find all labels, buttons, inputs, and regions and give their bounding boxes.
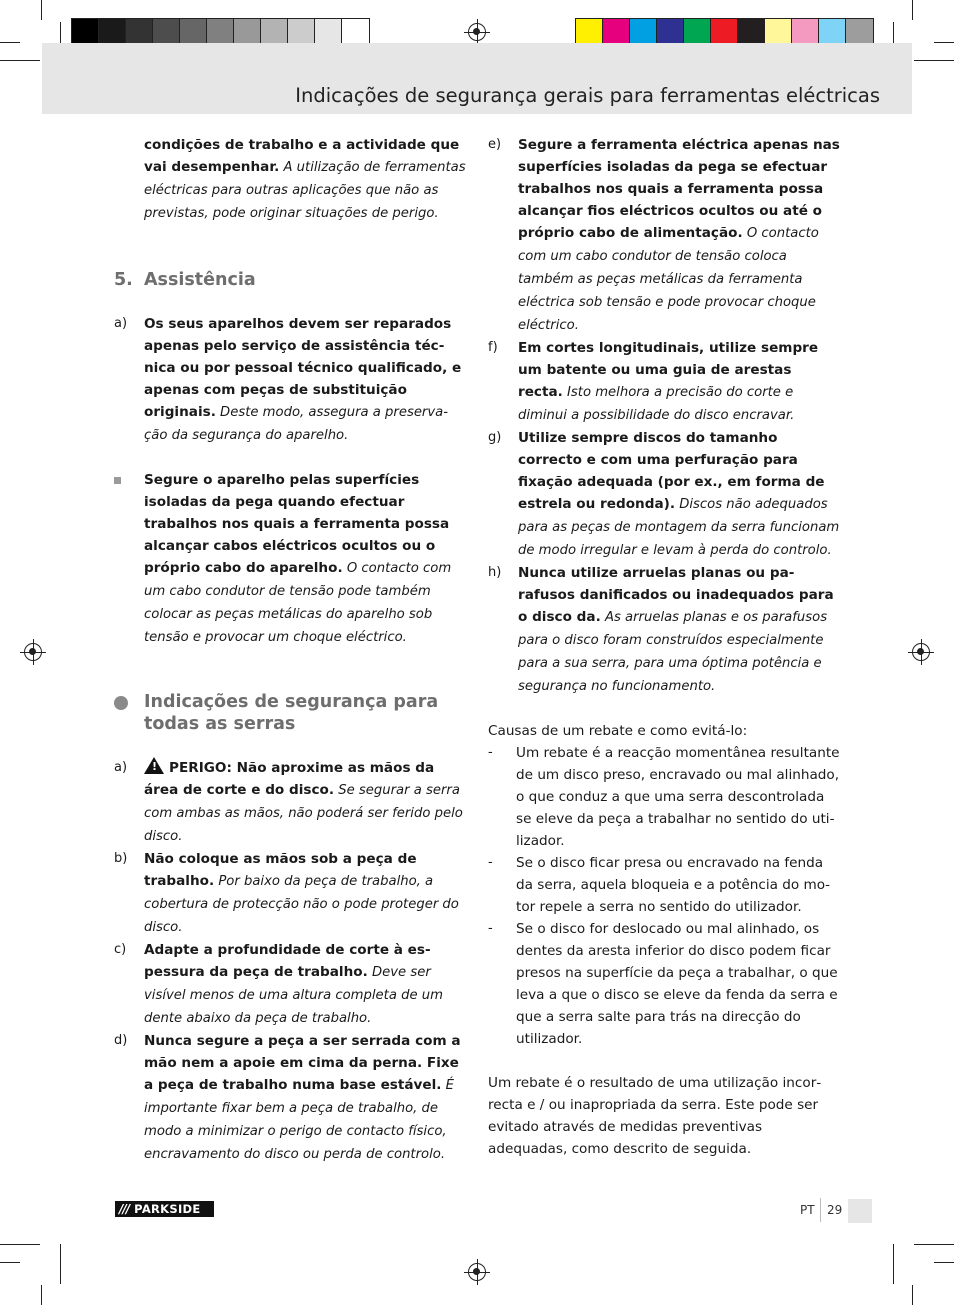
- italic-text: Por baixo da peça de trabalho, a cobertura de protecção não o pode proteger do disco.: [144, 874, 459, 935]
- list-label: c): [114, 942, 127, 957]
- section-heading: [114, 691, 466, 735]
- continued-paragraph: [114, 134, 466, 225]
- bold-text: condições de trabalho e a actividade que vai desempenhar.: [144, 137, 460, 175]
- color-swatch: [576, 19, 603, 45]
- italic-text: Se segurar a serra com ambas as mãos, não poderá ser ferido pelo disco.: [144, 783, 463, 844]
- footer-divider: [820, 1198, 821, 1222]
- crop-mark: [893, 1244, 894, 1284]
- grayscale-color-bar: [71, 18, 370, 46]
- color-swatch: [603, 19, 630, 45]
- color-swatch: [711, 19, 738, 45]
- logo-stripes-icon: ///: [119, 1202, 130, 1216]
- crop-mark: [0, 1262, 20, 1263]
- registration-mark-icon: [468, 1263, 486, 1281]
- left-column: [114, 134, 466, 1166]
- section-heading: [114, 269, 466, 291]
- list-item: [114, 939, 466, 1030]
- color-swatch: [765, 19, 792, 45]
- right-column: [488, 134, 840, 1160]
- color-swatch: [234, 19, 261, 45]
- bold-text: Segure a ferramenta eléctrica apenas nas superfícies isoladas da pega se efectuar trabalhos nos quais a ferramenta possa alcançar fios eléctricos ocultos ou até o próprio cabo de alimentação.: [518, 137, 840, 241]
- page-number: 29: [827, 1203, 843, 1217]
- crop-mark: [41, 0, 42, 20]
- dash-list-item: [488, 742, 840, 852]
- bold-text: PERIGO: Não aproxime as mãos da área de corte e do disco.: [144, 760, 435, 798]
- kickback-title: Causas de um rebate e como evitá-lo:: [488, 723, 748, 739]
- list-label: a): [114, 760, 128, 775]
- list-item: [114, 1030, 466, 1166]
- color-swatch: [207, 19, 234, 45]
- italic-text: Discos não adequados para as peças de montagem da serra funcionam de modo irregular e levam à perda do controlo.: [518, 497, 840, 558]
- crop-mark: [0, 1244, 40, 1245]
- warning-icon: !: [144, 757, 164, 774]
- italic-text: O contacto com um cabo condutor de tensão coloca também as peças metálicas da ferramenta eléctrica sob tensão e pode provocar choque eléctrico.: [518, 226, 819, 333]
- italic-text: Deste modo, assegura a preservação da segurança do aparelho.: [144, 405, 448, 443]
- crop-mark: [912, 0, 913, 20]
- list-label: a): [114, 316, 128, 331]
- crop-mark: [934, 1262, 954, 1263]
- bold-text: Segure o aparelho pelas superfícies isoladas da pega quando efectuar trabalhos nos quais a ferramenta possa alcançar cabos eléctricos ocultos ou o próprio cabo do aparelho.: [144, 472, 450, 576]
- color-swatch: [261, 19, 288, 45]
- bold-text: Nunca utilize arruelas planas ou parafusos danificados ou inadequados para o disco da.: [518, 565, 834, 625]
- italic-text: As arruelas planas e os parafusos para o disco foram construídos especialmente para a sua serra, para uma óptima potência e segurança no funcionamento.: [518, 610, 828, 694]
- color-swatch: [342, 19, 369, 45]
- crop-mark: [912, 1285, 913, 1305]
- dash-text: Um rebate é a reacção momentânea resultante de um disco preso, encravado ou mal alinhado, o que conduz a que uma serra descontrolada se eleve da peça a trabalhar no sentido do utilizador.: [516, 745, 840, 849]
- color-swatch: [738, 19, 765, 45]
- crop-mark: [0, 60, 40, 61]
- color-swatch: [792, 19, 819, 45]
- section-number: 5.: [114, 270, 133, 290]
- color-swatch: [126, 19, 153, 45]
- italic-text: É importante fixar bem a peça de trabalho, de modo a minimizar o perigo de contacto físico, encravamento do disco ou perda de controlo.: [144, 1078, 454, 1162]
- section-title: Assistência: [144, 270, 256, 290]
- closing-paragraph: Um rebate é o resultado de uma utilização incorrecta e / ou inapropriada da serra. Este pode ser evitado através de medidas preventivas adequadas, como descrito de seguida.: [488, 1075, 822, 1157]
- section-title: Indicações de segurança para todas as serras: [144, 692, 439, 734]
- logo-name: PARKSIDE: [134, 1202, 201, 1216]
- color-swatch: [630, 19, 657, 45]
- color-swatch: [180, 19, 207, 45]
- crop-mark: [914, 1244, 954, 1245]
- italic-text: A utilização de ferramentas eléctricas para outras aplicações que não as previstas, pode originar situações de perigo.: [144, 160, 466, 221]
- registration-mark-icon: [468, 23, 486, 41]
- bullet-item: [114, 469, 466, 649]
- list-item: [114, 848, 466, 939]
- color-swatch: [99, 19, 126, 45]
- italic-text: Isto melhora a precisão do corte e diminui a possibilidade do disco encravar.: [518, 385, 795, 423]
- list-label: f): [488, 340, 498, 355]
- dash-text: Se o disco for deslocado ou mal alinhado, os dentes da aresta inferior do disco podem ficar presos na superfície da peça a trabalhar, o que leva a que o disco se eleve da fenda da serra e que a serra salte para trás na direcção do utilizador.: [516, 921, 838, 1047]
- dash-label: -: [488, 921, 493, 936]
- dash-list-item: [488, 852, 840, 918]
- language-code: PT: [800, 1203, 815, 1217]
- list-item: [114, 313, 466, 447]
- dash-label: -: [488, 855, 493, 870]
- italic-text: Deve ser visível menos de uma altura completa de um dente abaixo da peça de trabalho.: [144, 965, 443, 1026]
- list-label: d): [114, 1033, 128, 1048]
- italic-text: O contacto com um cabo condutor de tensão pode também colocar as peças metálicas do aparelho sob tensão e provocar um choque eléctrico.: [144, 561, 452, 645]
- crop-mark: [41, 1285, 42, 1305]
- bold-text: Não coloque as mãos sob a peça de trabalho.: [144, 851, 417, 889]
- list-item: [488, 134, 840, 337]
- list-label: e): [488, 137, 502, 152]
- bold-text: Os seus aparelhos devem ser reparados apenas pelo serviço de assistência técnica ou por pessoal técnico qualificado, e apenas com peças de substituição originais.: [144, 316, 462, 420]
- list-item: [488, 562, 840, 698]
- color-swatch: [657, 19, 684, 45]
- list-label: h): [488, 565, 502, 580]
- dash-text: Se o disco ficar presa ou encravado na fenda da serra, aquela bloqueia e a potência do motor repele a serra no sentido do utilizador.: [516, 855, 830, 915]
- list-item: [488, 427, 840, 562]
- bold-text: Nunca segure a peça a ser serrada com a mão nem a apoie em cima da perna. Fixe a peça de trabalho numa base estável.: [144, 1033, 461, 1093]
- color-swatch: [315, 19, 342, 45]
- crop-mark: [914, 60, 954, 61]
- bold-text: Adapte a profundidade de corte à espessura da peça de trabalho.: [144, 942, 431, 980]
- dash-label: -: [488, 745, 493, 760]
- list-item: [488, 337, 840, 427]
- page-title: Indicações de segurança gerais para ferramentas eléctricas: [295, 84, 880, 107]
- cmyk-color-bar: [575, 18, 874, 46]
- crop-mark: [934, 42, 954, 43]
- list-label: b): [114, 851, 128, 866]
- crop-mark: [0, 42, 20, 43]
- bold-text: Em cortes longitudinais, utilize sempre um batente ou uma guia de arestas recta.: [518, 340, 819, 400]
- parkside-logo: [115, 1201, 214, 1217]
- color-swatch: [684, 19, 711, 45]
- registration-mark-icon: [912, 643, 930, 661]
- color-swatch: [819, 19, 846, 45]
- bold-text: Utilize sempre discos do tamanho correcto e com uma perfuração para fixação adequada (por ex., em forma de estrela ou redonda).: [518, 430, 825, 512]
- color-swatch: [288, 19, 315, 45]
- color-swatch: [72, 19, 99, 45]
- crop-mark: [60, 1244, 61, 1284]
- registration-mark-icon: [24, 643, 42, 661]
- color-swatch: [153, 19, 180, 45]
- circle-bullet-icon: [114, 696, 128, 710]
- footer-tab: [848, 1199, 872, 1223]
- list-label: g): [488, 430, 502, 445]
- dash-list-item: [488, 918, 840, 1050]
- color-swatch: [846, 19, 873, 45]
- square-bullet-icon: [114, 477, 121, 484]
- list-item: [114, 757, 466, 848]
